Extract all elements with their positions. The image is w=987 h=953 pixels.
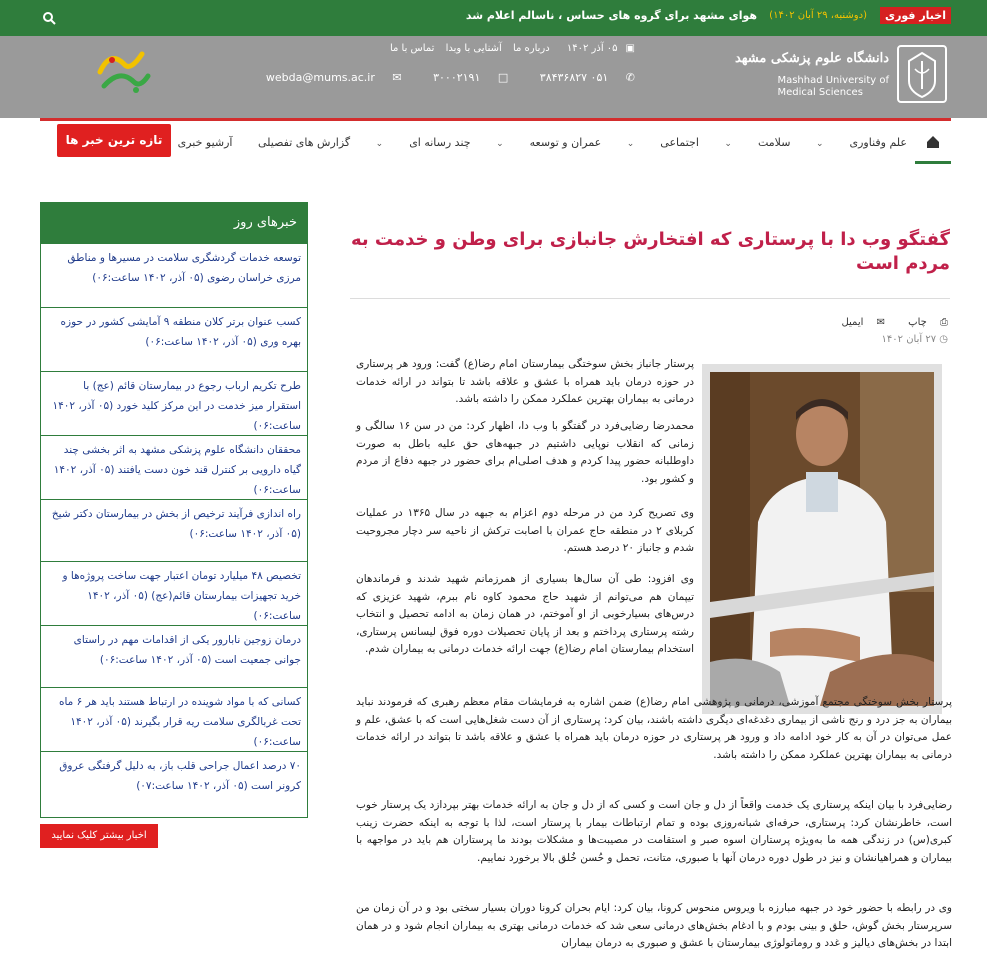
clock-icon: ◷ (939, 334, 948, 345)
header-contact-row (238, 71, 635, 84)
university-seal-icon (897, 45, 947, 103)
breaking-news-date: (دوشنبه، ۲۹ آبان ۱۴۰۲) (769, 10, 867, 21)
header-link-contact[interactable]: تماس با ما (389, 43, 435, 54)
print-icon: ⎙ (940, 317, 948, 328)
university-name-en-line1: Mashhad University of (777, 75, 889, 86)
home-icon (915, 121, 951, 161)
nav-item-health[interactable]: سلامت⌄ (724, 136, 791, 149)
sidebar-news-item[interactable]: ۷۰ درصد اعمال جراحی قلب باز، به دلیل گرفتگی عروق کرونر است (۰۵ آذر، ۱۴۰۲ ساعت:۰۷) (41, 751, 307, 817)
article (350, 228, 950, 345)
more-news-button[interactable]: اخبار بیشتر کلیک نمایید (40, 824, 158, 848)
article-paragraph: پرستار بخش سوختگی مجتمع آموزشی، درمانی و پژوهشی امام رضا(ع) ضمن اشاره به فرمایشات مقام معظم رهبری که فرمودند نباید بیماران به جز درد و رنج ناشی از بیماری دغدغه‌ای دیگری داشته باشند، بیان کرد: پرستاری از آن دست شغل‌هایی است که با عشق، علم و عمل می‌توان در آن به کار خود ادامه داد و ورود هر پرستاری در حوزه درمان باید همراه با عشق و علاقه باشد تا بتواند در ارائه خدمات درمانی به بیماران بهترین عملکرد ممکن را داشته باشد. (356, 696, 952, 761)
print-link[interactable]: ⎙ چاپ (908, 317, 948, 328)
header-top-links (382, 43, 635, 54)
chevron-down-icon: ⌄ (375, 139, 384, 149)
nav-item-archive[interactable]: آرشیو خبری (177, 136, 233, 149)
article-date: ◷ ۲۷ آبان ۱۴۰۲ (881, 334, 948, 345)
header-link-about[interactable]: درباره ما (512, 43, 550, 54)
nav-item-science[interactable]: علم وفناوری⌄ (815, 136, 907, 149)
article-title: گفتگو وب دا با پرستاری که افتخارش جانبازی برای وطن و خدمت به مردم است (350, 229, 950, 274)
sidebar-news-item[interactable]: درمان زوجین نابارور یکی از اقدامات مهم در راستای جوانی جمعیت است (۰۵ آذر، ۱۴۰۲ ساعت:۰۶) (41, 625, 307, 687)
mail-icon: ✉ (876, 317, 885, 328)
sidebar-news-item[interactable]: طرح تکریم ارباب رجوع در بیمارستان قائم (عج) با استقرار میز خدمت در این مرکز کلید خورد (۰۵ آذر، ۱۴۰۲ ساعت:۰۶) (41, 371, 307, 435)
nurse-photo (710, 372, 934, 706)
chevron-down-icon: ⌄ (724, 139, 732, 149)
search-icon[interactable] (42, 11, 56, 25)
sidebar-news-item[interactable]: محققان دانشگاه علوم پزشکی مشهد به اثر بخشی چند گیاه دارویی بر کنترل قند خون دست یافتند (۰۵ آذر، ۱۴۰۲ ساعت:۰۶) (41, 435, 307, 499)
latest-news-button[interactable]: تازه ترین خبر ها (57, 124, 171, 157)
webda-logo[interactable] (90, 42, 156, 98)
breaking-news-badge: اخبار فوری (880, 7, 951, 24)
university-name-en-line2: Medical Sciences (777, 87, 863, 98)
mail-icon: ✉ (392, 71, 402, 84)
sidebar-news-item[interactable]: راه اندازی فرآیند ترخیص از بخش در بیمارستان دکتر شیخ (۰۵ آذر، ۱۴۰۲ ساعت:۰۶) (41, 499, 307, 561)
nav-item-reports[interactable]: گزارش های تفصیلی (257, 136, 351, 149)
article-actions (821, 317, 948, 328)
header-phone: ۰۵۱ ۳۸۴۳۶۸۲۷ (539, 71, 609, 84)
header-fax: ۳۰۰۰۲۱۹۱ (433, 71, 481, 84)
main-nav (40, 118, 951, 164)
daily-news-sidebar (40, 202, 308, 818)
sidebar-news-item[interactable]: توسعه خدمات گردشگری سلامت در مسیرها و مناطق مرزی خراسان رضوی (۰۵ آذر، ۱۴۰۲ ساعت:۰۶) (41, 243, 307, 307)
university-name-fa: دانشگاه علوم پزشکی مشهد (734, 51, 889, 66)
article-photo[interactable] (702, 364, 942, 714)
article-paragraph: وی افزود: طی آن سال‌ها بسیاری از همرزمانم شهید شدند و فرماندهان تیپمان هم می‌توانم از شهید حاج محمود کاوه نام ببرم، شهید عزیزی که درس‌های بسیارخوبی از او آموختم، در همان زمان به ادامه تحصیل و انتخاب رشته پرستاری پرداختم و بعد از پایان تحصیلات دوره فوق لیسانس پرستاری، استخدام بیمارستان امام رضا(ع) جهت ارائه خدمات درمانی به بیماران شدم. (356, 573, 694, 655)
breaking-news-bar (0, 0, 987, 36)
header-email[interactable]: webda@mums.ac.ir (265, 71, 375, 84)
article-paragraph: وی در رابطه با حضور خود در جبهه مبارزه با ویروس منحوس کرونا، بیان کرد: ایام بحران کرونا دوران بسیار سختی بود و در آن زمان من سرپرستار بخش گوش، حلق و بینی بودم و با ادغام بخش‌های درمانی سعی شد که خدمات درمانی بهتری به بیماران انجام شود و در همان ابتدا در بخش‌های دیالیز و غدد و روماتولوژی بیمارستان با عشق و صبوری به درمان بیماران (356, 902, 952, 949)
title-divider (350, 298, 950, 299)
chevron-down-icon: ⌄ (815, 139, 824, 149)
nav-menu (156, 136, 907, 149)
nav-item-multimedia[interactable]: چند رسانه ای⌄ (375, 136, 471, 149)
header-link-webda[interactable]: آشنایی با وبدا (445, 43, 502, 54)
header-date: ۰۵ آذر ۱۴۰۲ (566, 43, 618, 54)
nav-item-social[interactable]: اجتماعی⌄ (626, 136, 699, 149)
article-paragraph: پرستار جانباز بخش سوختگی بیمارستان امام رضا(ع) گفت: ورود هر پرستاری در حوزه درمان باید همراه با عشق و علاقه باشد تا بتواند در ارائه خدمات درمانی به بیماران بهترین عملکرد ممکن را داشته باشد. (356, 358, 694, 405)
email-link[interactable]: ✉ ایمیل (841, 317, 885, 328)
sidebar-news-item[interactable]: تخصیص ۴۸ میلیارد تومان اعتبار جهت ساخت پروژه‌ها و خرید تجهیزات بیمارستان قائم(عج) (۰۵ آذر، ۱۴۰۲ ساعت:۰۶) (41, 561, 307, 625)
sidebar-title: خبرهای روز (41, 203, 307, 243)
nav-item-development[interactable]: عمران و توسعه⌄ (496, 136, 602, 149)
nav-home[interactable] (915, 121, 951, 164)
article-paragraph: رضایی‌فرد با بیان اینکه پرستاری یک خدمت واقعاً از دل و جان است و کسی که از دل و جان به ارائه خدمات بهتر بپردازد یک پرستار خوب است، خاطرنشان کرد: پرستاری، حرفه‌ای شبانه‌روزی بوده و تمام ارتباطات بیمار با پرستار است، لذا با توجه به اینکه حضرت زینب کبری(س) در زندگی همه ما به‌ویژه پرستاران اسوه صبر و استقامت در مصیبت‌ها و مشکلات بودند ما پرستاران هم باید در مواجهه با بیماران و همراهیانشان و نیز در طول دوره درمان آنها با صبوری، متانت، تحمل و حُسن خُلق بالا برخورد نماییم. (356, 799, 952, 864)
sidebar-news-item[interactable]: کسب عنوان برتر کلان منطقه ۹ آمایشی کشور در حوزه بهره وری (۰۵ آذر، ۱۴۰۲ ساعت:۰۶) (41, 307, 307, 371)
calendar-icon: ▣ (625, 43, 635, 54)
university-name-en (777, 75, 889, 99)
article-paragraph: محمدرضا رضایی‌فرد در گفتگو با وب دا، اظهار کرد: من در سن ۱۶ سالگی و زمانی که انقلاب نوپایی داشتیم در جبهه‌های حق علیه باطل به صورت داوطلبانه حضور پیدا کردم و هدف اصلی‌ام برای حضور در جبهه دفاع از مردم و کشور بود. (356, 420, 694, 485)
site-header (0, 36, 987, 118)
breaking-news-headline[interactable]: هوای مشهد برای گروه های حساس ، ناسالم اعلام شد (465, 9, 757, 22)
fax-icon: □ (497, 71, 509, 84)
chevron-down-icon: ⌄ (496, 139, 504, 149)
university-logo[interactable] (734, 45, 947, 105)
sidebar-news-item[interactable]: کسانی که با مواد شوینده در ارتباط هستند باید هر ۶ ماه تحت غربالگری سلامت ریه قرار بگیرند (۰۵ آذر، ۱۴۰۲ ساعت:۰۶) (41, 687, 307, 751)
article-paragraph: وی تصریح کرد من در مرحله دوم اعزام به جبهه در سال ۱۳۶۵ در عملیات کربلای ۲ در منطقه حاج عمران با اصابت ترکش از ناحیه سر دچار مجروحیت شدم و جانباز ۲۰ درصد هستم. (356, 507, 694, 554)
phone-icon: ✆ (625, 71, 635, 84)
chevron-down-icon: ⌄ (626, 139, 635, 149)
